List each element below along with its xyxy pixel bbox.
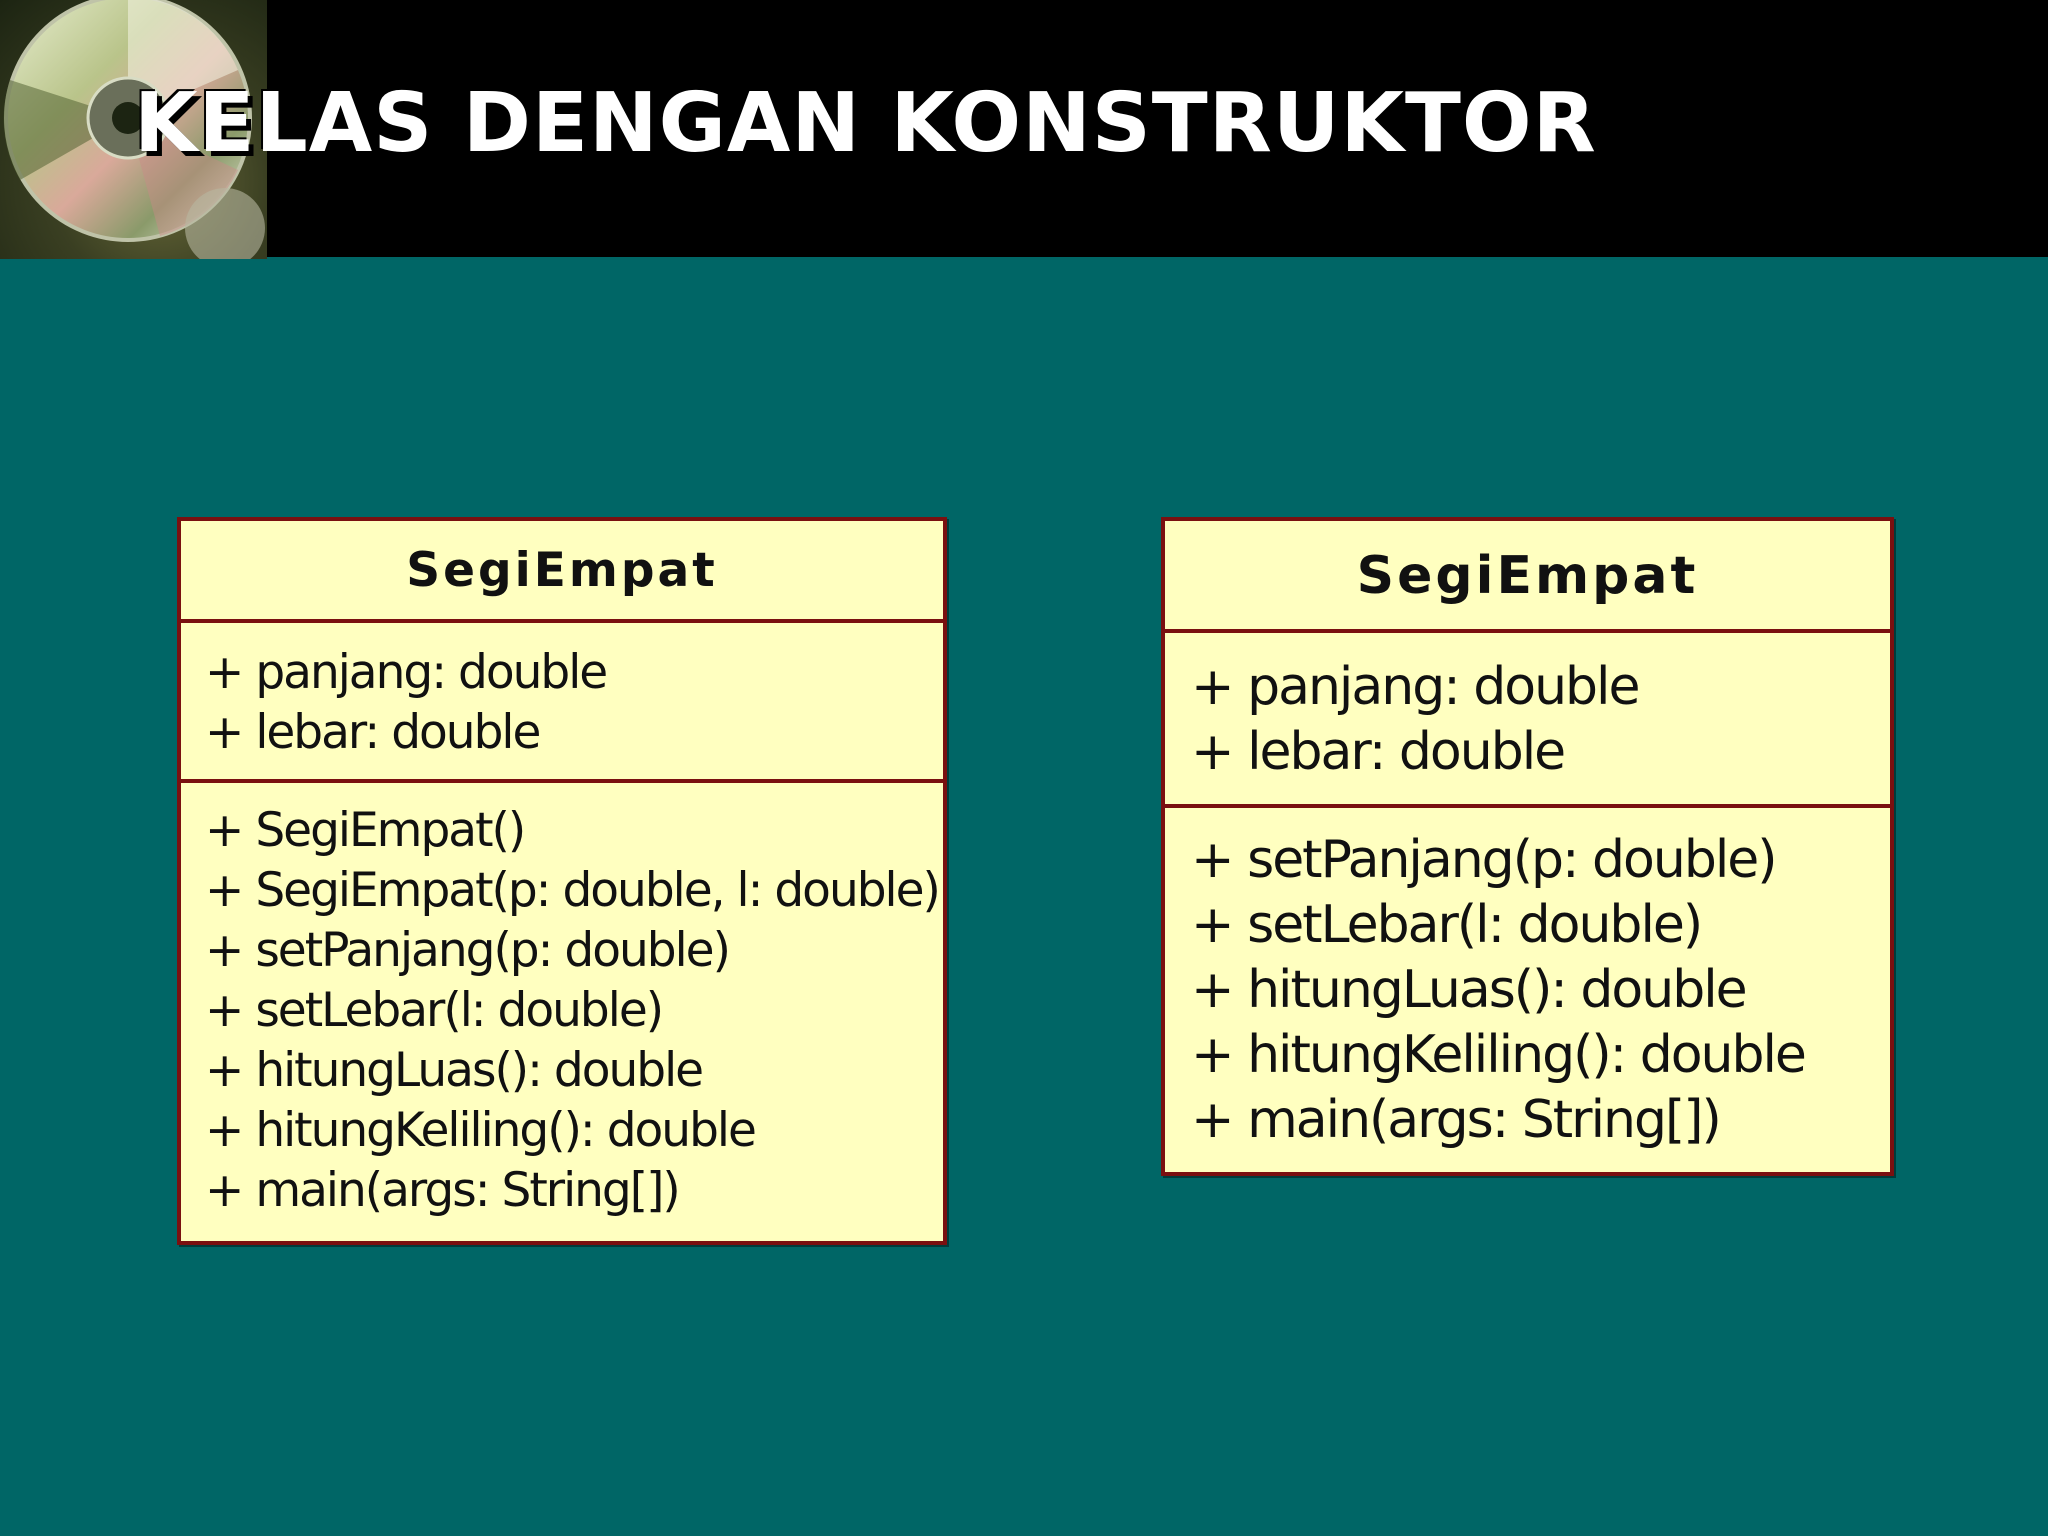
class-attributes	[181, 623, 943, 783]
attribute-line: + panjang: double	[1191, 657, 1639, 717]
operation-line: + main(args: String[])	[1191, 1090, 1720, 1150]
operation-line: + hitungKeliling(): double	[1191, 1025, 1805, 1085]
class-operations	[181, 783, 943, 1221]
class-operations	[1165, 808, 1890, 1153]
class-name: SegiEmpat	[181, 521, 943, 623]
operation-line: + SegiEmpat(p: double, l: double)	[205, 863, 939, 918]
attribute-line: + lebar: double	[1191, 722, 1565, 782]
slide-header	[0, 0, 2048, 257]
uml-class-box-without-constructors	[1161, 517, 1894, 1176]
uml-class-box-with-constructors	[177, 517, 947, 1245]
slide-title: KELAS DENGAN KONSTRUKTOR	[134, 76, 1597, 171]
operation-line: + main(args: String[])	[205, 1163, 679, 1218]
attribute-line: + panjang: double	[205, 645, 607, 700]
attribute-line: + lebar: double	[205, 705, 540, 760]
operation-line: + setPanjang(p: double)	[205, 923, 729, 978]
class-attributes	[1165, 633, 1890, 808]
operation-line: + setPanjang(p: double)	[1191, 830, 1776, 890]
operation-line: + hitungKeliling(): double	[205, 1103, 755, 1158]
class-name: SegiEmpat	[1165, 521, 1890, 633]
operation-line: + hitungLuas(): double	[205, 1043, 703, 1098]
operation-line: + SegiEmpat()	[205, 803, 525, 858]
operation-line: + setLebar(l: double)	[1191, 895, 1702, 955]
operation-line: + setLebar(l: double)	[205, 983, 663, 1038]
operation-line: + hitungLuas(): double	[1191, 960, 1746, 1020]
